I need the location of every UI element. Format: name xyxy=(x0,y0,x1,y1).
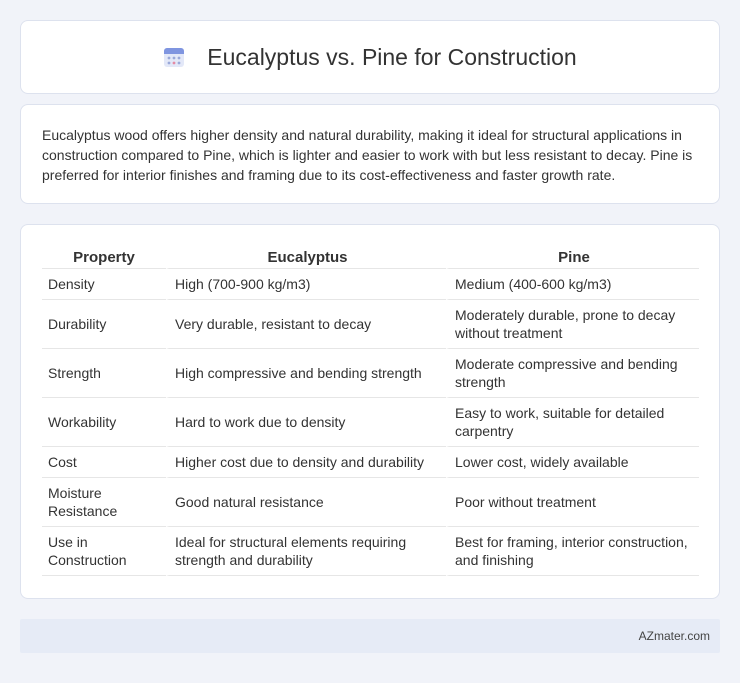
pine-cell: Medium (400-600 kg/m3) xyxy=(446,269,699,300)
pine-cell: Lower cost, widely available xyxy=(446,447,699,478)
pine-cell: Best for framing, interior construction, and finishing xyxy=(446,527,699,576)
eucalyptus-cell: High (700-900 kg/m3) xyxy=(166,269,446,300)
header-property: Property xyxy=(42,243,166,269)
eucalyptus-cell: Good natural resistance xyxy=(166,478,446,527)
page-title: Eucalyptus vs. Pine for Construction xyxy=(207,43,577,70)
table-row xyxy=(42,269,699,300)
eucalyptus-cell: Higher cost due to density and durability xyxy=(166,447,446,478)
table-row xyxy=(42,349,699,398)
comparison-table-card xyxy=(20,224,720,599)
eucalyptus-cell: Ideal for structural elements requiring strength and durability xyxy=(166,527,446,576)
calendar-icon xyxy=(163,46,185,68)
table-row xyxy=(42,398,699,447)
header-eucalyptus: Eucalyptus xyxy=(166,243,446,269)
summary-card xyxy=(20,104,720,204)
property-cell: Cost xyxy=(42,447,166,478)
footer-site-link[interactable]: AZmater.com xyxy=(638,629,710,643)
table-row xyxy=(42,300,699,349)
eucalyptus-cell: High compressive and bending strength xyxy=(166,349,446,398)
property-cell: Workability xyxy=(42,398,166,447)
property-cell: Strength xyxy=(42,349,166,398)
header-pine: Pine xyxy=(446,243,699,269)
property-cell: Use in Construction xyxy=(42,527,166,576)
pine-cell: Moderately durable, prone to decay without treatment xyxy=(446,300,699,349)
property-cell: Density xyxy=(42,269,166,300)
pine-cell: Poor without treatment xyxy=(446,478,699,527)
pine-cell: Moderate compressive and bending strength xyxy=(446,349,699,398)
table-header-row xyxy=(42,243,699,269)
table-row xyxy=(42,447,699,478)
footer xyxy=(20,619,720,653)
eucalyptus-cell: Hard to work due to density xyxy=(166,398,446,447)
pine-cell: Easy to work, suitable for detailed carpentry xyxy=(446,398,699,447)
eucalyptus-cell: Very durable, resistant to decay xyxy=(166,300,446,349)
table-row xyxy=(42,478,699,527)
table-row xyxy=(42,527,699,576)
comparison-table xyxy=(42,243,699,576)
property-cell: Durability xyxy=(42,300,166,349)
title-card xyxy=(20,20,720,94)
property-cell: Moisture Resistance xyxy=(42,478,166,527)
summary-text: Eucalyptus wood offers higher density and natural durability, making it ideal for structural applications in construction compared to Pine, which is lighter and easier to work with but less resistant to decay. Pine is preferred for interior finishes and framing due to its cost-effectiveness and faster growth rate. xyxy=(42,127,693,183)
